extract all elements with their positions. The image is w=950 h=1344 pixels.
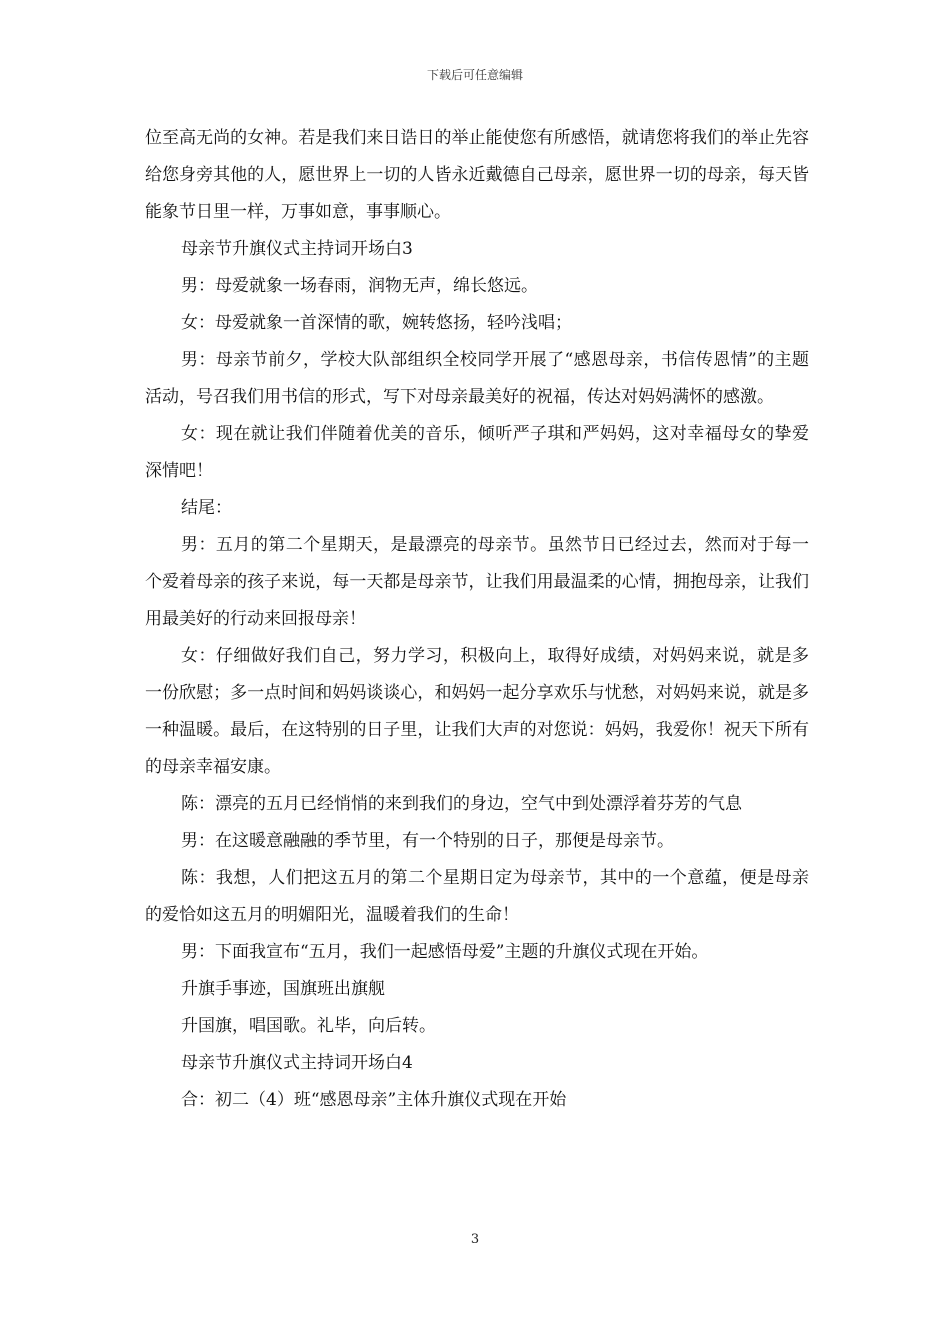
page-number: 3 bbox=[470, 1232, 480, 1247]
paragraph: 男：下面我宣布“五月，我们一起感悟母爱”主题的升旗仪式现在开始。 bbox=[181, 942, 709, 962]
paragraph: 女：母爱就象一首深情的歌，婉转悠扬，轻吟浅唱； bbox=[181, 313, 572, 333]
paragraph: 升国旗，唱国歌。礼毕，向后转。 bbox=[181, 1016, 436, 1036]
paragraph: 男：五月的第二个星期天，是最漂亮的母亲节。虽然节日已经过去，然而对于每一个爱着母亲的孩子来说，每一天都是母亲节，让我们用最温柔的心情，拥抱母亲，让我们用最美好的行动来回报母亲！ bbox=[145, 535, 809, 629]
paragraph: 女：现在就让我们伴随着优美的音乐，倾听严子琪和严妈妈，这对幸福母女的挚爱深情吧！ bbox=[145, 424, 809, 481]
section-heading: 结尾： bbox=[181, 498, 232, 518]
paragraph: 女：仔细做好我们自己，努力学习，积极向上，取得好成绩，对妈妈来说，就是多一份欣慰；多一点时间和妈妈谈谈心，和妈妈一起分享欢乐与忧愁，对妈妈来说，就是多一种温暖。最后，在这特别的日子里，让我们大声的对您说：妈妈，我爱你！祝天下所有的母亲幸福安康。 bbox=[145, 646, 809, 777]
document-body bbox=[145, 120, 809, 1119]
paragraph: 陈：我想，人们把这五月的第二个星期日定为母亲节，其中的一个意蕴，便是母亲的爱恰如这五月的明媚阳光，温暖着我们的生命！ bbox=[145, 868, 809, 925]
page-header: 下载后可任意编辑 bbox=[426, 68, 523, 82]
paragraph: 升旗手事迹，国旗班出旗舰 bbox=[181, 979, 385, 999]
paragraph: 男：在这暖意融融的季节里，有一个特别的日子，那便是母亲节。 bbox=[181, 831, 674, 851]
paragraph: 陈：漂亮的五月已经悄悄的来到我们的身边，空气中到处漂浮着芬芳的气息 bbox=[181, 794, 742, 814]
paragraph: 男：母亲节前夕，学校大队部组织全校同学开展了“感恩母亲，书信传恩情”的主题活动，号召我们用书信的形式，写下对母亲最美好的祝福，传达对妈妈满怀的感激。 bbox=[145, 350, 809, 407]
paragraph: 位至高无尚的女神。若是我们来日诰日的举止能使您有所感悟，就请您将我们的举止先容给您身旁其他的人，愿世界上一切的人皆永近戴德自己母亲，愿世界一切的母亲，每天皆能象节日里一样，万事如意，事事顺心。 bbox=[145, 128, 809, 222]
section-heading: 母亲节升旗仪式主持词开场白3 bbox=[181, 239, 413, 259]
paragraph: 合：初二（4）班“感恩母亲”主体升旗仪式现在开始 bbox=[181, 1090, 567, 1110]
section-heading: 母亲节升旗仪式主持词开场白4 bbox=[181, 1053, 413, 1073]
paragraph: 男：母爱就象一场春雨，润物无声，绵长悠远。 bbox=[181, 276, 538, 296]
